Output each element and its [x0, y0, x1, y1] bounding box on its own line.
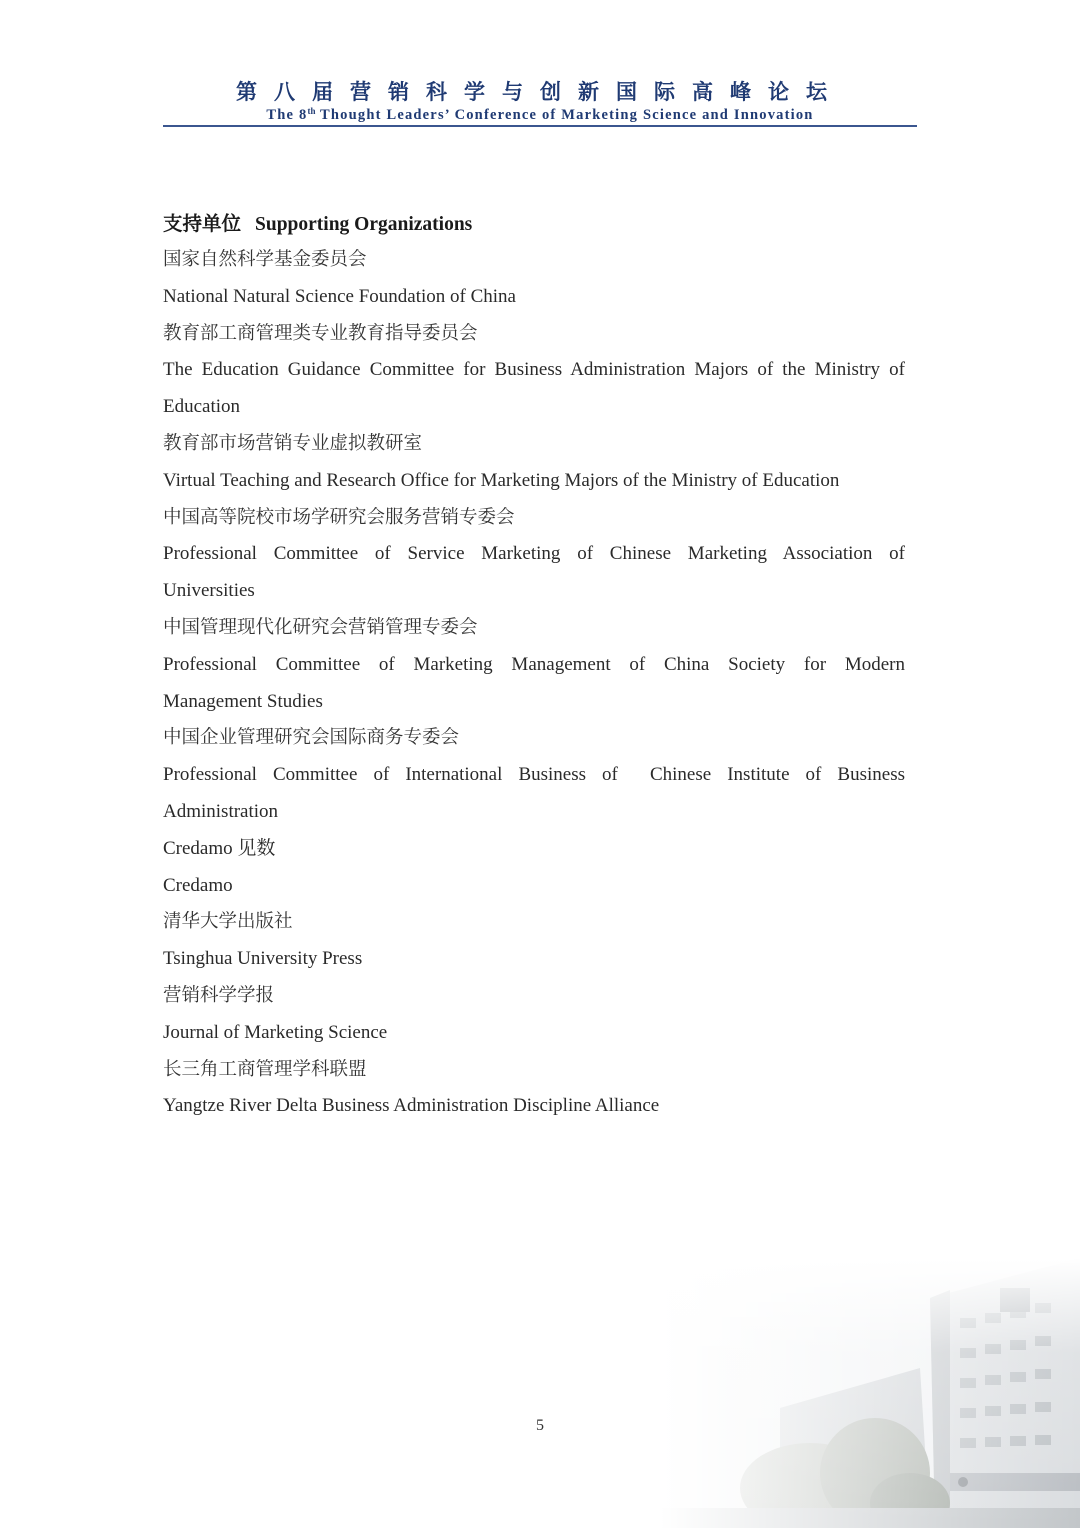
org-name-en: Credamo [163, 874, 233, 896]
campus-building-image [660, 1258, 1080, 1528]
org-name-en: The Education Guidance Committee for Business Administration Majors of the Ministry of [163, 359, 905, 381]
org-name-en: Tsinghua University Press [163, 948, 363, 970]
org-name-en: Professional Committee of International Business of Chinese Institute of Business [163, 764, 905, 786]
section-heading-en: Supporting Organizations [255, 214, 473, 235]
org-name-en-continued: Universities [163, 580, 255, 602]
conference-title-cn: 第八届营销科学与创新国际高峰论坛 [236, 79, 844, 104]
org-name-cn: 教育部工商管理类专业教育指导委员会 [163, 322, 478, 344]
org-name-cn: 中国企业管理研究会国际商务专委会 [163, 727, 460, 749]
org-name-cn: 教育部市场营销专业虚拟教研室 [163, 432, 423, 454]
title-en-superscript: th [307, 106, 316, 116]
page-number: 5 [536, 1417, 544, 1434]
org-name-en: National Natural Science Foundation of China [163, 285, 516, 307]
org-name-en-continued: Education [163, 396, 241, 418]
header-divider [163, 125, 917, 127]
supporting-organizations-section [163, 205, 905, 1125]
org-name-cn: 中国管理现代化研究会营销管理专委会 [163, 616, 478, 638]
org-name-cn: 长三角工商管理学科联盟 [163, 1058, 367, 1080]
org-name-en: Professional Committee of Marketing Management of China Society for Modern [163, 653, 905, 675]
conference-title-en [163, 106, 917, 124]
org-name-cn: 营销科学学报 [163, 984, 275, 1006]
org-name-en: Yangtze River Delta Business Administration Discipline Alliance [163, 1095, 660, 1117]
org-name-mixed: Credamo 见数 [163, 837, 276, 859]
org-name-cn: 国家自然科学基金委员会 [163, 249, 367, 270]
title-en-prefix: The 8 [266, 107, 308, 123]
org-name-en-continued: Management Studies [163, 690, 323, 712]
org-name-cn: 清华大学出版社 [163, 911, 293, 933]
section-heading-cn: 支持单位 [163, 212, 242, 235]
org-name-cn: 中国高等院校市场学研究会服务营销专委会 [163, 506, 515, 528]
org-name-en: Virtual Teaching and Research Office for Marketing Majors of the Ministry of Education [163, 469, 840, 491]
org-name-en: Professional Committee of Service Marketing of Chinese Marketing Association of [163, 543, 905, 565]
org-name-en-continued: Administration [163, 800, 279, 822]
title-en-suffix: Thought Leaders’ Conference of Marketing Science and Innovation [315, 107, 814, 123]
section-heading [163, 205, 905, 242]
page-header [0, 0, 1080, 130]
org-name-en: Journal of Marketing Science [163, 1021, 388, 1043]
